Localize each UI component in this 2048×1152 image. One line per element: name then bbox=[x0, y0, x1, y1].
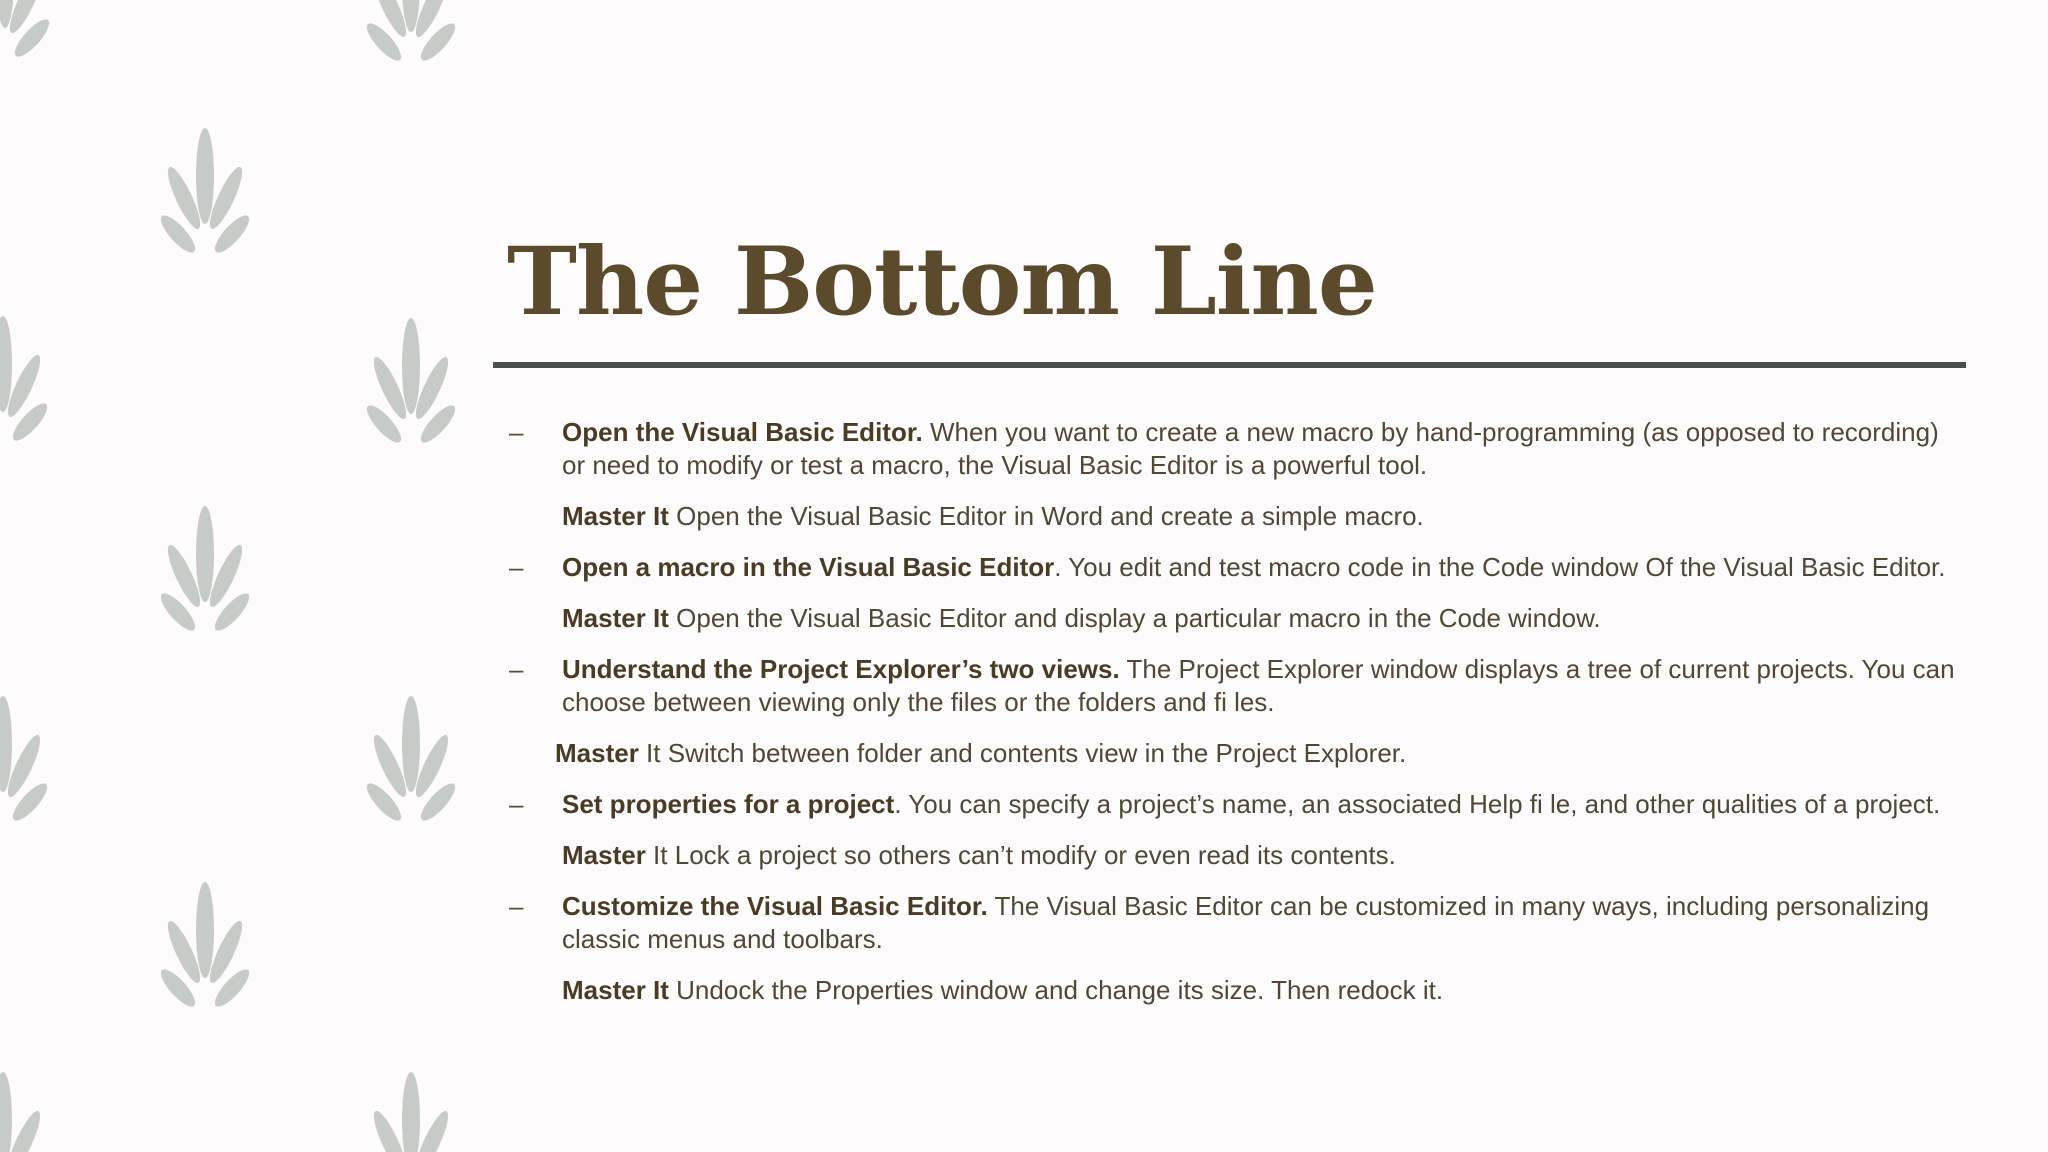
slide-title: The Bottom Line bbox=[507, 227, 1377, 337]
leaf-sprig-icon bbox=[0, 304, 48, 454]
title-underline-rule bbox=[493, 362, 1966, 368]
bullet-heading: Open a macro in the Visual Basic Editor bbox=[562, 552, 1055, 582]
bullet-description: . You can specify a project’s name, an associated Help fi le, and other qualities of a project. bbox=[894, 789, 1941, 819]
bullet-item-open-macro bbox=[505, 551, 1965, 584]
master-it-label-suffix: It bbox=[638, 738, 661, 768]
leaf-pattern-background bbox=[0, 0, 500, 1152]
bullet-item-open-editor bbox=[505, 416, 1965, 482]
dash-bullet: – bbox=[509, 789, 524, 819]
leaf-sprig-icon bbox=[160, 116, 250, 266]
bullet-item-set-properties bbox=[505, 788, 1965, 821]
master-it-text: Lock a project so others can’t modify or even read its contents. bbox=[674, 840, 1396, 870]
leaf-sprig-icon bbox=[160, 870, 250, 1020]
leaf-sprig-icon bbox=[0, 0, 50, 70]
bottom-line-content bbox=[505, 416, 1965, 1025]
leaf-sprig-icon bbox=[366, 1060, 456, 1152]
bullet-description: The Visual Basic Editor can be customized in many ways, including personalizing classic menus and toolbars. bbox=[562, 891, 1930, 954]
master-it-label-suffix: It bbox=[645, 840, 668, 870]
master-it-label: Master It bbox=[562, 501, 669, 531]
dash-bullet: – bbox=[509, 891, 524, 921]
dash-bullet: – bbox=[509, 417, 524, 447]
bullet-item-project-explorer bbox=[505, 653, 1965, 719]
dash-bullet: – bbox=[509, 552, 524, 582]
bullet-item-customize-editor bbox=[505, 890, 1965, 956]
leaf-sprig-icon bbox=[366, 684, 456, 834]
master-it-label: Master bbox=[555, 738, 639, 768]
bullet-heading: Open the Visual Basic Editor. bbox=[562, 417, 923, 447]
bullet-description: The Project Explorer window displays a tree of current projects. You can choose between viewing only the files or the folders and fi les. bbox=[562, 654, 1955, 717]
leaf-sprig-icon bbox=[366, 0, 456, 74]
leaf-sprig-icon bbox=[0, 684, 48, 834]
master-it-text: Switch between folder and contents view in the Project Explorer. bbox=[667, 738, 1407, 768]
master-it-open-editor bbox=[505, 500, 1965, 533]
master-it-label: Master It bbox=[562, 603, 669, 633]
dash-bullet: – bbox=[509, 654, 524, 684]
leaf-sprig-icon bbox=[366, 306, 456, 456]
bullet-heading: Customize the Visual Basic Editor. bbox=[562, 891, 988, 921]
bullet-description: . You edit and test macro code in the Code window Of the Visual Basic Editor. bbox=[1054, 552, 1946, 582]
bullet-heading: Set properties for a project bbox=[562, 789, 895, 819]
master-it-text: Undock the Properties window and change its size. Then redock it. bbox=[676, 975, 1444, 1005]
leaf-sprig-icon bbox=[0, 1060, 48, 1152]
master-it-project-explorer bbox=[505, 737, 1965, 770]
master-it-set-properties bbox=[505, 839, 1965, 872]
master-it-text: Open the Visual Basic Editor in Word and create a simple macro. bbox=[676, 501, 1424, 531]
master-it-label: Master bbox=[562, 840, 646, 870]
leaf-sprig-icon bbox=[160, 494, 250, 644]
master-it-open-macro bbox=[505, 602, 1965, 635]
master-it-customize-editor bbox=[505, 974, 1965, 1007]
master-it-label: Master It bbox=[562, 975, 669, 1005]
master-it-text: Open the Visual Basic Editor and display a particular macro in the Code window. bbox=[676, 603, 1601, 633]
bullet-description: When you want to create a new macro by hand-programming (as opposed to recording) or need to modify or test a macro, the Visual Basic Editor is a powerful tool. bbox=[562, 417, 1939, 480]
bullet-heading: Understand the Project Explorer’s two views. bbox=[562, 654, 1120, 684]
